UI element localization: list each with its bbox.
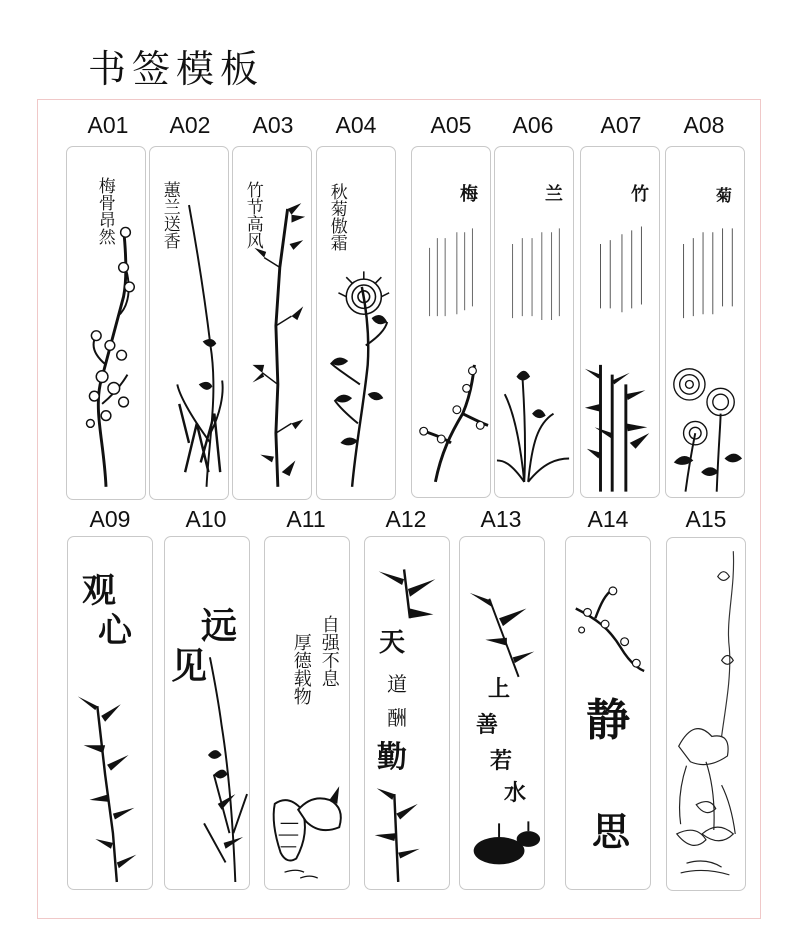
bookmark-card-a09[interactable]: [67, 536, 153, 890]
bookmark-code-a06: A06: [512, 112, 554, 138]
bookmark-code-a10: A10: [185, 506, 227, 532]
bookmark-card-a15[interactable]: [666, 537, 746, 891]
bookmark-card-a03[interactable]: [232, 146, 312, 500]
bookmark-text: 水: [504, 780, 527, 806]
bookmark-text: 菊: [716, 186, 733, 205]
orchid-illustration: [495, 147, 573, 497]
bookmark-card-a11[interactable]: [264, 536, 350, 890]
bookmark-card-a13[interactable]: [459, 536, 545, 890]
bookmark-text: 竹: [631, 184, 649, 205]
orchid-illustration: [165, 537, 249, 889]
bookmark-text: 远: [201, 605, 238, 647]
bookmark-card-a08[interactable]: [665, 146, 745, 498]
bookmark-text: 天: [379, 628, 406, 658]
bookmark-card-a02[interactable]: [149, 146, 229, 500]
bookmark-text: 道: [387, 672, 407, 696]
bookmark-code-a12: A12: [385, 506, 427, 532]
plum-blossom-illustration: [566, 537, 650, 889]
bookmark-text: 观: [82, 571, 116, 611]
bookmark-card-a04[interactable]: [316, 146, 396, 500]
bamboo-illustration: [581, 147, 659, 497]
chrysanthemum-illustration: [666, 147, 744, 497]
bamboo-illustration: [233, 147, 311, 499]
bookmark-code-a03: A03: [252, 112, 294, 138]
bookmark-text: 自强不息: [318, 615, 340, 687]
bookmark-text: 酬: [387, 706, 407, 730]
bookmark-text: 梅骨昂然: [94, 177, 115, 245]
bookmark-text: 上: [488, 676, 511, 702]
bookmark-text: 思: [592, 809, 631, 854]
bookmark-text: 竹节高风: [242, 181, 263, 249]
bamboo-illustration: [365, 537, 449, 889]
bookmark-code-a01: A01: [87, 112, 129, 138]
bookmark-text: 静: [586, 695, 630, 746]
bookmark-card-a07[interactable]: [580, 146, 660, 498]
bookmark-text: 蕙兰送香: [159, 181, 180, 249]
bookmark-card-a14[interactable]: [565, 536, 651, 890]
bookmark-code-a15: A15: [685, 506, 727, 532]
bookmark-text: 善: [476, 712, 499, 738]
bookmark-code-a05: A05: [430, 112, 472, 138]
page-title: 书签模板: [88, 47, 265, 91]
bookmark-text: 厚德载物: [290, 633, 312, 705]
koi-fish-illustration: [265, 537, 349, 889]
bookmark-code-a13: A13: [480, 506, 522, 532]
orchid-illustration: [150, 147, 228, 499]
bookmark-code-a14: A14: [587, 506, 629, 532]
bookmark-code-a08: A08: [683, 112, 725, 138]
bookmark-card-a06[interactable]: [494, 146, 574, 498]
bookmark-code-a07: A07: [600, 112, 642, 138]
bookmark-text: 见: [171, 645, 208, 687]
bookmark-text: 若: [490, 748, 513, 774]
bookmark-text: 心: [98, 611, 132, 651]
bookmark-code-a02: A02: [169, 112, 211, 138]
bookmark-text: 兰: [545, 184, 563, 205]
plum-blossom-illustration: [412, 147, 490, 497]
bookmark-card-a10[interactable]: [164, 536, 250, 890]
bookmark-text: 秋菊傲霜: [326, 183, 347, 251]
chrysanthemum-illustration: [317, 147, 395, 499]
bookmark-card-a12[interactable]: [364, 536, 450, 890]
bookmark-text: 勤: [377, 740, 407, 775]
bamboo-illustration: [68, 537, 152, 889]
bookmark-code-a11: A11: [286, 506, 326, 532]
bookmark-card-a01[interactable]: [66, 146, 146, 500]
lotus-illustration: [667, 538, 745, 890]
bookmark-card-a05[interactable]: [411, 146, 491, 498]
bookmark-text: 梅: [460, 184, 478, 205]
bookmark-code-a04: A04: [335, 112, 377, 138]
plum-blossom-illustration: [67, 147, 145, 499]
lotus-illustration: [460, 537, 544, 889]
bookmark-code-a09: A09: [89, 506, 131, 532]
